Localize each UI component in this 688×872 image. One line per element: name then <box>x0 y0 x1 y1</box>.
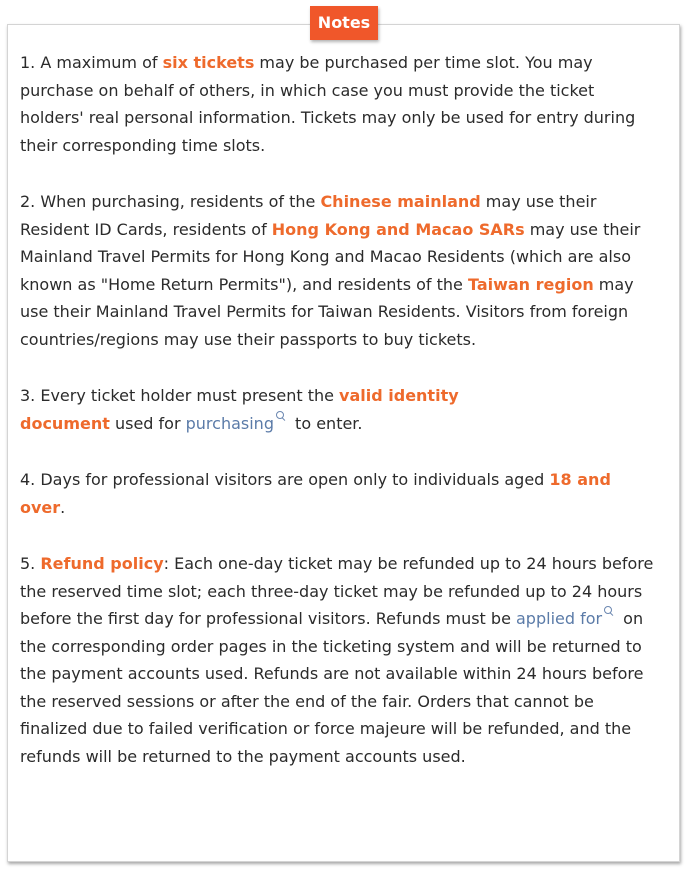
notes-content <box>20 49 660 799</box>
note-1-text-b: may be purchased per time slot. You may purchase on behalf of others, in which case you must provide the ticket holders' real personal information. Tickets may only be used for entry during their corresponding time slots. <box>20 53 636 155</box>
note-1-highlight-six-tickets: six tickets <box>162 53 255 72</box>
note-4-text-a: 4. Days for professional visitors are open only to individuals aged <box>20 470 550 489</box>
note-5-highlight-refund-policy: Refund policy <box>40 554 164 573</box>
note-2-text-c: may use their Mainland Travel Permits for Hong Kong and Macao Residents (which are also known as "Home Return Permits"), and residents of the <box>20 219 641 294</box>
purchasing-link[interactable]: purchasing <box>185 413 274 433</box>
note-3-highlight-valid-identity: valid identity <box>339 386 459 405</box>
note-3-highlight-document: document <box>20 413 110 433</box>
note-4-highlight-age: 18 and over <box>20 470 611 517</box>
note-2-highlight-hk-macao: Hong Kong and Macao SARs <box>271 219 525 239</box>
note-2-highlight-taiwan: Taiwan region <box>467 274 594 294</box>
applied-for-link[interactable]: applied for <box>516 609 603 628</box>
notes-badge: Notes <box>310 6 378 40</box>
note-5-text-a: 5. <box>20 554 41 573</box>
search-icon[interactable] <box>276 411 284 419</box>
note-item-5 <box>20 550 660 770</box>
note-2-text-b: may use their Resident ID Cards, residents of <box>20 192 597 239</box>
note-3-text-c: to enter. <box>289 413 363 433</box>
note-item-3 <box>20 382 660 437</box>
note-2-highlight-chinese-mainland: Chinese mainland <box>320 192 481 211</box>
note-2-text-d: may use their Mainland Travel Permits for Taiwan Residents. Visitors from foreign countries/regions may use their passports to buy tickets. <box>20 274 634 349</box>
note-3-text-b: used for <box>109 413 186 433</box>
note-1-text-a: 1. A maximum of <box>20 53 163 72</box>
note-3-text-a: 3. Every ticket holder must present the <box>20 386 340 405</box>
note-item-2 <box>20 188 660 353</box>
note-5-text-c: on the corresponding order pages in the ticketing system and will be returned to the payment accounts used. Refunds are not available within 24 hours before the reserved sessions or after the end of the fair. Orders that cannot be finalized due to failed verification or force majeure will be refunded, and the refunds will be returned to the payment accounts used. <box>20 609 644 766</box>
note-5-text-b: : Each one-day ticket may be refunded up to 24 hours before the reserved time slot; each three-day ticket may be refunded up to 24 hours before the first day for professional visitors. Refunds must be <box>20 554 654 628</box>
note-item-1 <box>20 49 660 159</box>
note-4-text-b: . <box>60 497 66 517</box>
search-icon[interactable] <box>604 606 612 614</box>
note-item-4 <box>20 466 660 521</box>
note-2-text-a: 2. When purchasing, residents of the <box>20 192 321 211</box>
